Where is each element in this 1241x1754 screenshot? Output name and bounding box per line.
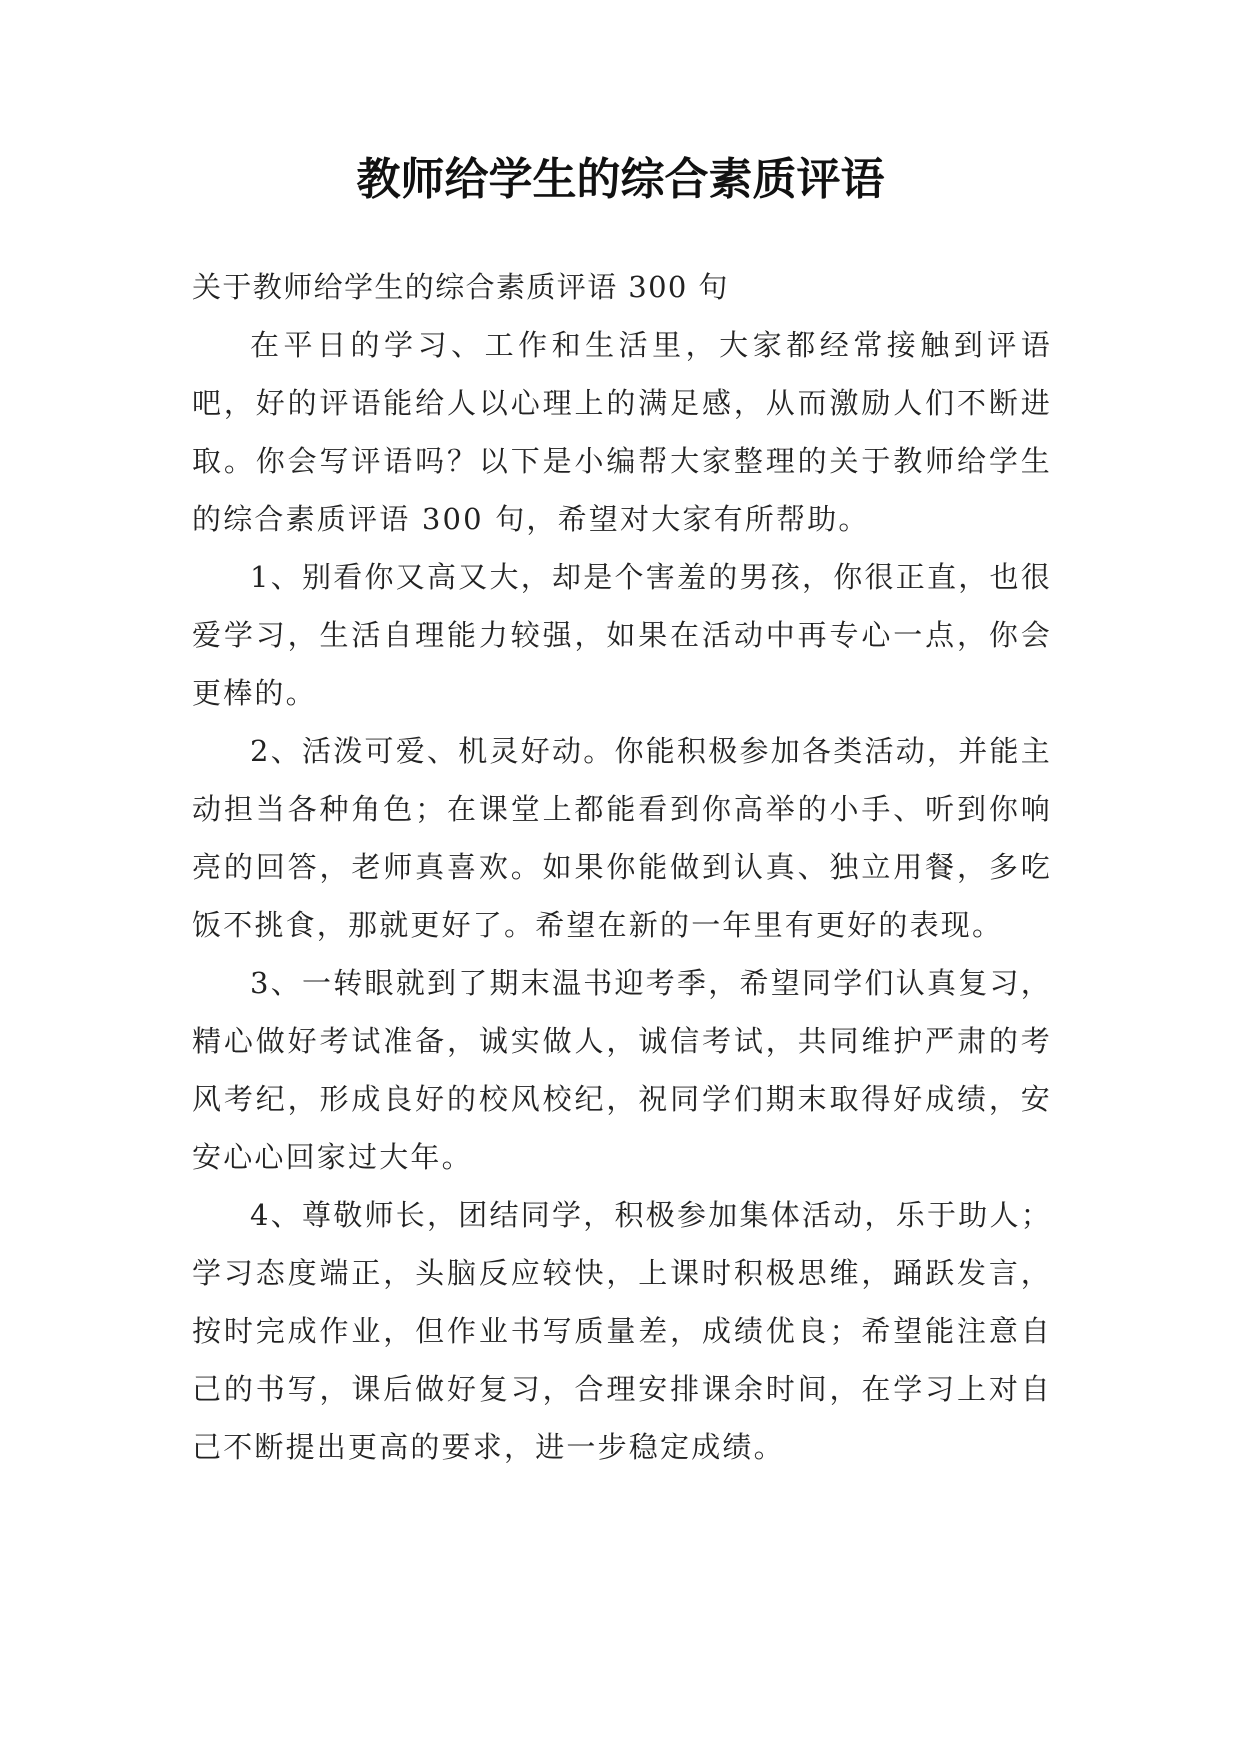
intro-paragraph: 在平日的学习、工作和生活里，大家都经常接触到评语吧，好的评语能给人以心理上的满足感，从而激励人们不断进取。你会写评语吗？以下是小编帮大家整理的关于教师给学生的综合素质评语 300 句，希望对大家有所帮助。 bbox=[192, 328, 1052, 536]
document-subtitle: 关于教师给学生的综合素质评语 300 句 bbox=[192, 270, 729, 304]
document-body bbox=[192, 258, 1052, 1476]
comment-paragraph-4: 4、尊敬师长，团结同学，积极参加集体活动，乐于助人；学习态度端正，头脑反应较快，上课时积极思维，踊跃发言，按时完成作业，但作业书写质量差，成绩优良；希望能注意自己的书写，课后做好复习，合理安排课余时间，在学习上对自己不断提出更高的要求，进一步稳定成绩。 bbox=[192, 1198, 1052, 1464]
comment-paragraph-2: 2、活泼可爱、机灵好动。你能积极参加各类活动，并能主动担当各种角色；在课堂上都能看到你高举的小手、听到你响亮的回答，老师真喜欢。如果你能做到认真、独立用餐，多吃饭不挑食，那就更好了。希望在新的一年里有更好的表现。 bbox=[192, 734, 1052, 942]
document-title: 教师给学生的综合素质评语 bbox=[356, 154, 885, 205]
comment-paragraph-3: 3、一转眼就到了期末温书迎考季，希望同学们认真复习，精心做好考试准备，诚实做人，诚信考试，共同维护严肃的考风考纪，形成良好的校风校纪，祝同学们期末取得好成绩，安安心心回家过大年。 bbox=[192, 966, 1052, 1174]
comment-paragraph-1: 1、别看你又高又大，却是个害羞的男孩，你很正直，也很爱学习，生活自理能力较强，如果在活动中再专心一点，你会更棒的。 bbox=[192, 560, 1052, 710]
